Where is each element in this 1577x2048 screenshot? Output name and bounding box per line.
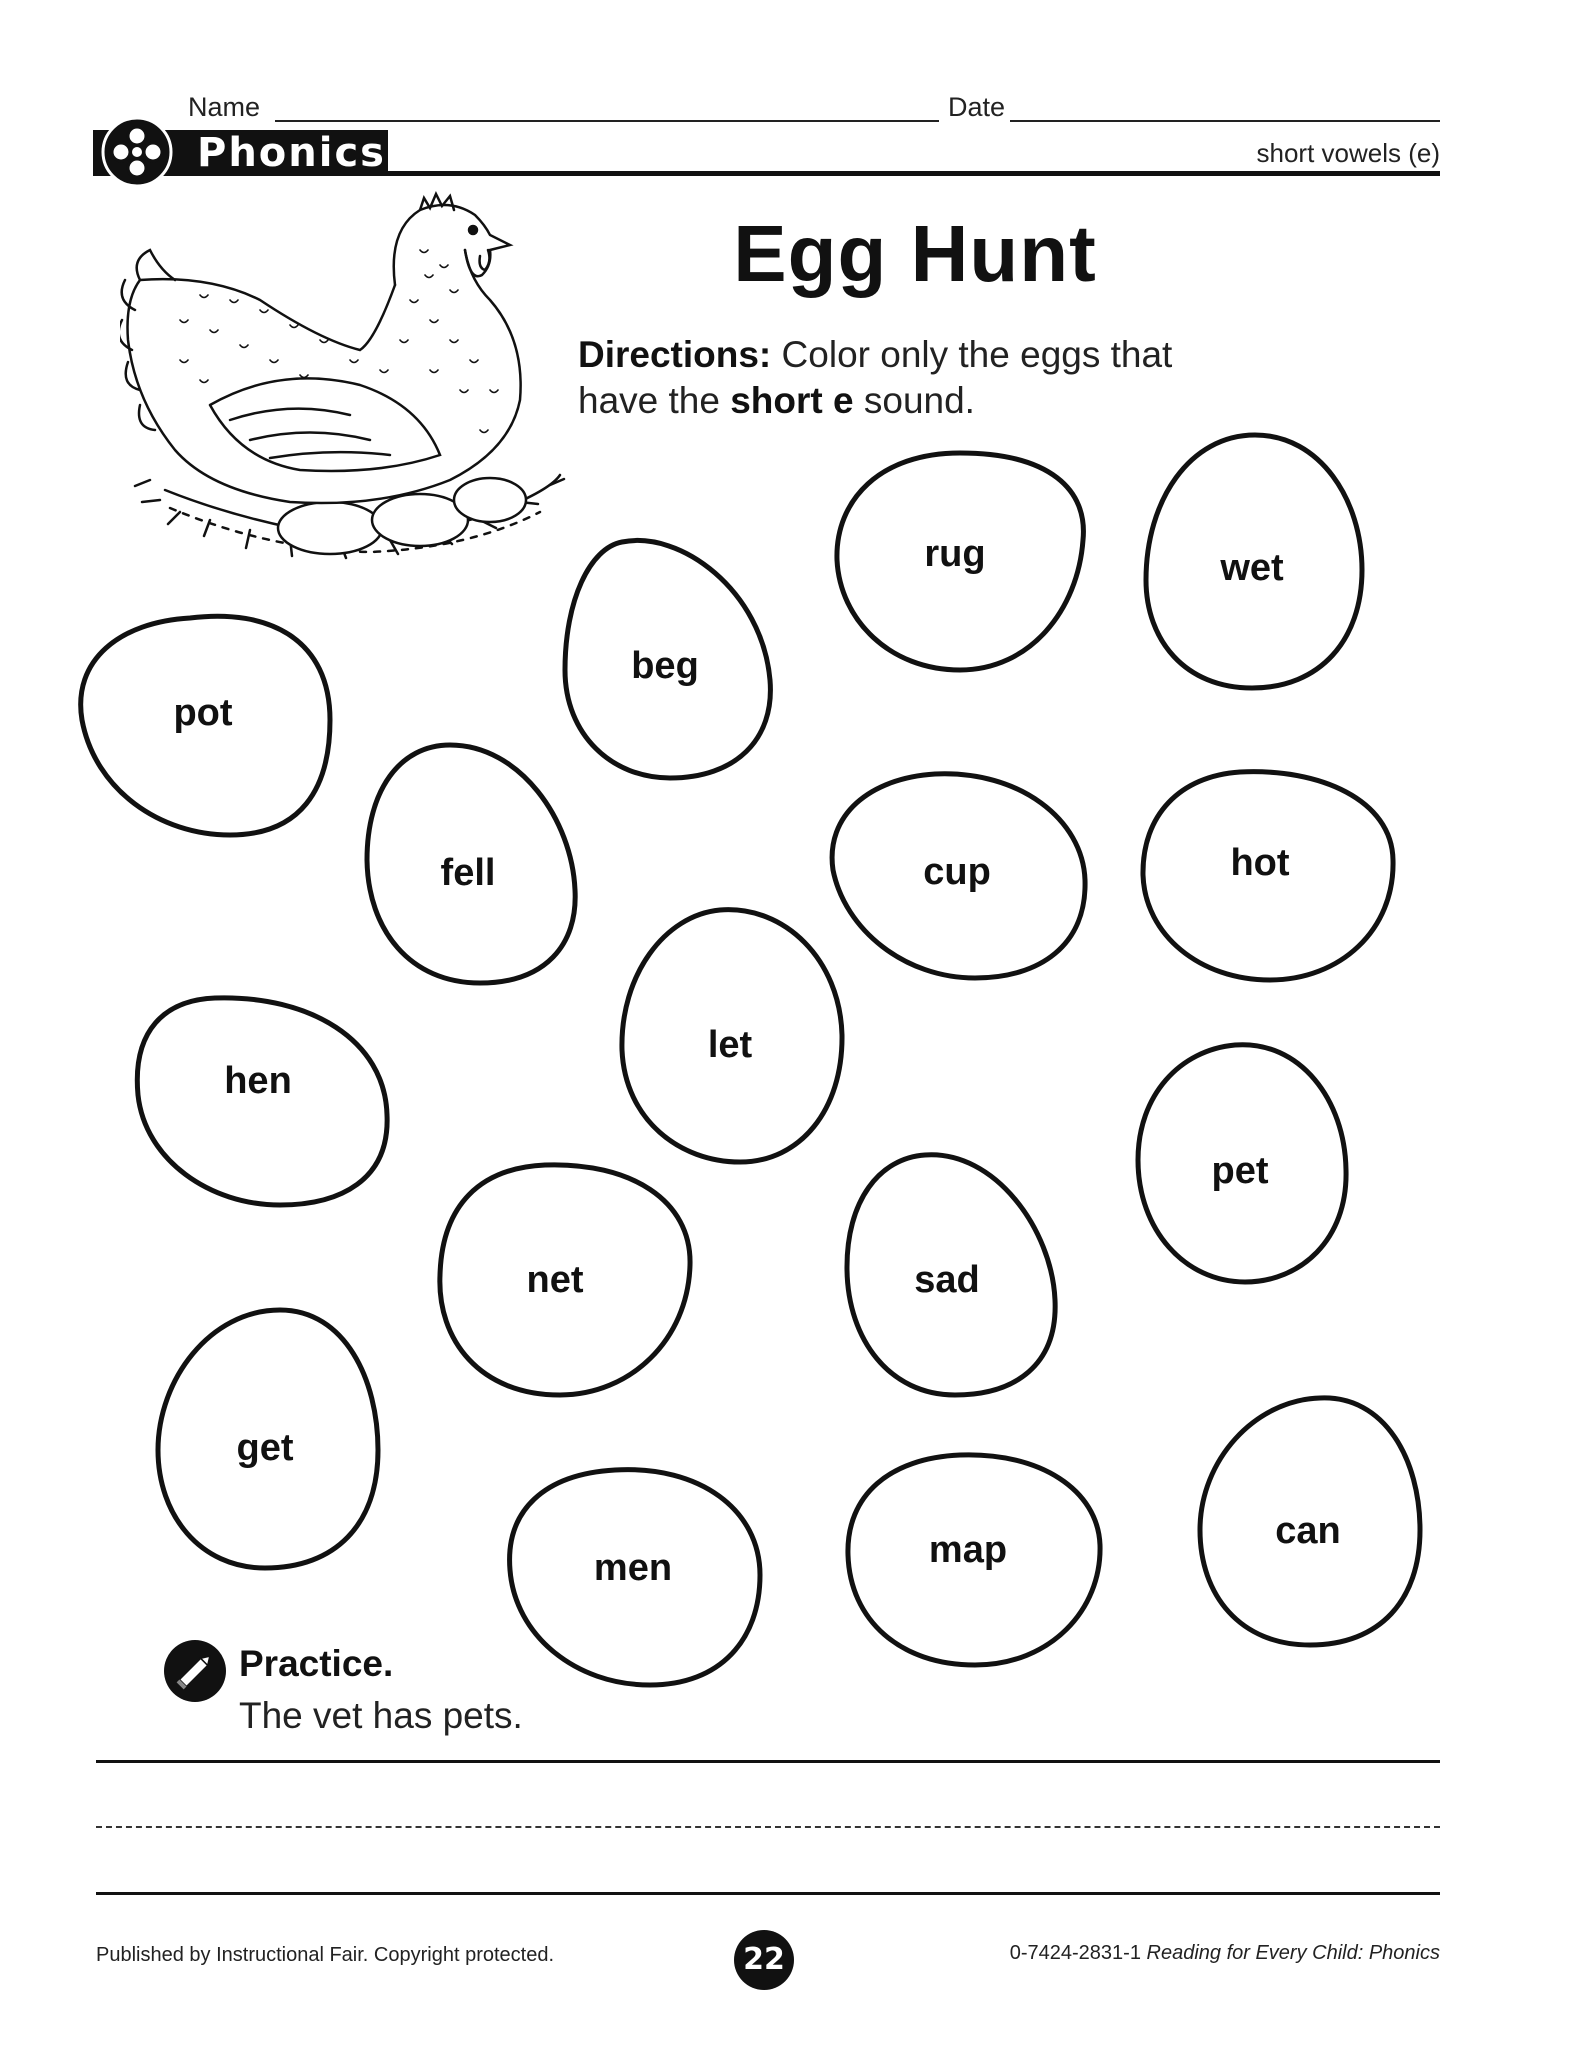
- egg-label: get: [236, 1427, 294, 1469]
- book-title: Reading for Every Child: Phonics: [1146, 1942, 1440, 1964]
- egg[interactable]: [367, 745, 575, 983]
- page-number: 22: [734, 1930, 794, 1990]
- egg-label: pet: [1211, 1150, 1269, 1192]
- directions-line-1: Color only the eggs that: [781, 334, 1173, 375]
- egg[interactable]: [440, 1165, 690, 1395]
- worksheet-title: Egg Hunt: [733, 209, 1097, 298]
- egg[interactable]: [510, 1470, 760, 1685]
- book-info: [1010, 1942, 1440, 1965]
- directions-line-3: sound.: [863, 380, 975, 421]
- egg-label: map: [928, 1529, 1008, 1571]
- egg-label: men: [593, 1547, 673, 1589]
- egg[interactable]: [81, 616, 330, 835]
- egg[interactable]: [158, 1310, 378, 1568]
- egg[interactable]: [1146, 435, 1362, 688]
- egg[interactable]: [1138, 1045, 1346, 1282]
- egg-label: beg: [631, 645, 699, 687]
- date-label: Date: [948, 92, 1006, 122]
- egg-label: cup: [923, 851, 991, 893]
- writing-line-base: [96, 1892, 1440, 1895]
- egg-label: hen: [224, 1060, 292, 1102]
- copyright-notice: Published by Instructional Fair. Copyright protected.: [96, 1944, 555, 1966]
- egg-label: sad: [914, 1259, 980, 1301]
- practice-title: Practice.: [239, 1643, 394, 1684]
- directions-line-2: have the: [578, 380, 720, 421]
- egg-label: can: [1275, 1510, 1341, 1552]
- egg-label: net: [526, 1259, 584, 1301]
- egg-label: pot: [173, 692, 233, 734]
- egg-label: fell: [440, 852, 496, 894]
- egg[interactable]: [622, 910, 842, 1162]
- egg[interactable]: [565, 540, 770, 778]
- isbn: 0-7424-2831-1: [1009, 1942, 1141, 1964]
- egg-label: wet: [1220, 547, 1284, 589]
- egg[interactable]: [848, 1455, 1100, 1665]
- writing-line-top[interactable]: [96, 1760, 1440, 1763]
- egg[interactable]: [837, 453, 1083, 670]
- directions-label: Directions:: [578, 334, 772, 375]
- practice-sentence: The vet has pets.: [239, 1695, 523, 1736]
- egg[interactable]: [1200, 1398, 1420, 1645]
- egg[interactable]: [832, 774, 1085, 978]
- egg-label: let: [707, 1024, 753, 1066]
- egg-label: rug: [924, 533, 986, 575]
- directions-emphasis: short e: [730, 380, 854, 421]
- egg[interactable]: [847, 1155, 1055, 1395]
- name-label: Name: [188, 92, 261, 122]
- egg-label: hot: [1230, 842, 1290, 884]
- egg[interactable]: [1143, 772, 1393, 980]
- egg[interactable]: [137, 998, 387, 1205]
- topic-label: short vowels (e): [1256, 138, 1440, 168]
- pencil-icon: [164, 1640, 226, 1702]
- writing-line-midline: [96, 1826, 1440, 1828]
- phonics-series-label: Phonics: [197, 130, 386, 176]
